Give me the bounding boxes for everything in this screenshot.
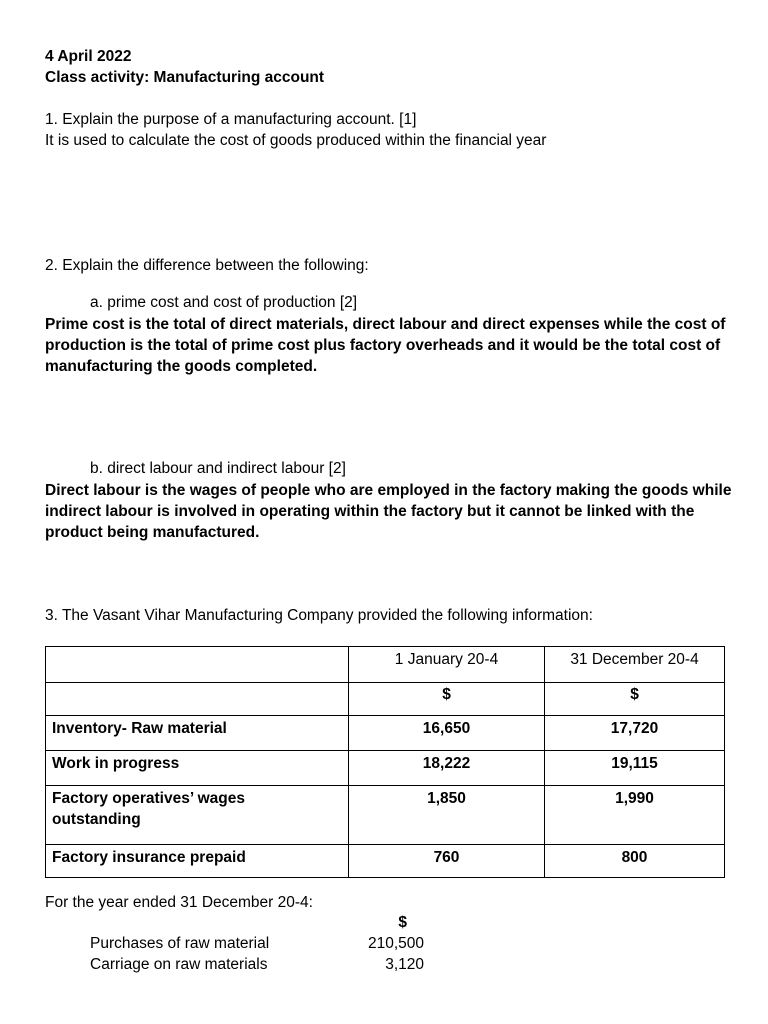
table-row-value-jan: 1,850 [349, 786, 545, 845]
table-unit-dec: $ [545, 683, 725, 716]
table-unit-row [46, 683, 725, 716]
year-item-label: Carriage on raw materials [90, 956, 268, 973]
company-info-table [45, 646, 725, 878]
table-row-label: Work in progress [46, 751, 349, 786]
table-row-value-jan: 16,650 [349, 716, 545, 751]
table-header-jan: 1 January 20-4 [349, 647, 545, 683]
table-row [46, 716, 725, 751]
q2-question: 2. Explain the difference between the following: [45, 257, 369, 274]
table-header-dec: 31 December 20-4 [545, 647, 725, 683]
table-unit-jan: $ [349, 683, 545, 716]
table-row [46, 786, 725, 845]
year-item-value: 3,120 [385, 956, 424, 973]
table-row-value-dec: 19,115 [545, 751, 725, 786]
year-heading: For the year ended 31 December 20-4: [45, 894, 313, 911]
year-item-value: 210,500 [367, 935, 424, 952]
table-unit-empty [46, 683, 349, 716]
table-row [46, 845, 725, 878]
table-header-empty [46, 647, 349, 683]
document-date: 4 April 2022 [45, 48, 132, 65]
q2a-question: a. prime cost and cost of production [2] [90, 294, 358, 311]
q3-question: 3. The Vasant Vihar Manufacturing Company provided the following information: [45, 607, 593, 624]
year-item-label: Purchases of raw material [90, 935, 270, 952]
q2b-answer: Direct labour is the wages of people who are employed in the factory making the goods while indirect labour is involved in operating within the factory but it cannot be linked with the product being manufactured. [45, 482, 732, 541]
table-row-value-dec: 17,720 [545, 716, 725, 751]
table-row-label: Factory insurance prepaid [46, 845, 349, 878]
document-title: Class activity: Manufacturing account [45, 69, 325, 86]
table-row-value-jan: 760 [349, 845, 545, 878]
table-header-row [46, 647, 725, 683]
table-row-value-dec: 1,990 [545, 786, 725, 845]
table-row-value-dec: 800 [545, 845, 725, 878]
q1-question: 1. Explain the purpose of a manufacturing account. [1] [45, 111, 417, 128]
table-row-value-jan: 18,222 [349, 751, 545, 786]
table-row-label: Inventory- Raw material [46, 716, 349, 751]
table-row-label: Factory operatives’ wages outstanding [46, 786, 349, 845]
q2b-question: b. direct labour and indirect labour [2] [90, 460, 346, 477]
q2a-answer: Prime cost is the total of direct materials, direct labour and direct expenses while the cost of production is the total of prime cost plus factory overheads and it would be the total cost of manufacturing the goods completed. [45, 316, 726, 375]
q1-answer: It is used to calculate the cost of goods produced within the financial year [45, 132, 547, 149]
table-row [46, 751, 725, 786]
year-unit: $ [398, 914, 407, 931]
